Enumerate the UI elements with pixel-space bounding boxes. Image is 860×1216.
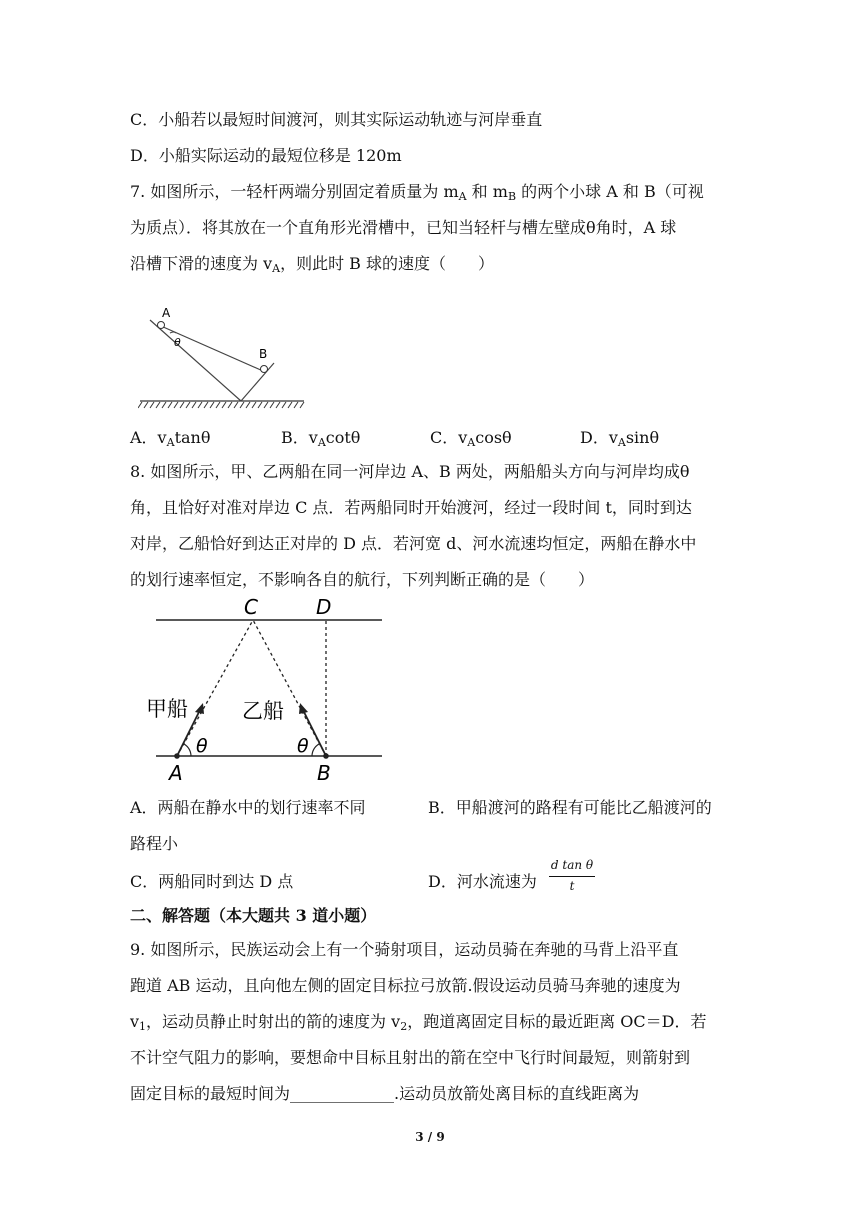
fig8-label-c: C bbox=[244, 596, 258, 619]
opt-text: tanθ bbox=[174, 428, 211, 447]
fig8-label-a: A bbox=[169, 761, 183, 785]
q8-option-d: D．河水流速为 bbox=[428, 872, 537, 891]
point-b bbox=[323, 753, 329, 759]
q9-line-1: 9. 如图所示，民族运动会上有一个骑射项目，运动员骑在奔驰的马背上沿平直 bbox=[130, 940, 679, 959]
fig7-label-a: A bbox=[162, 306, 171, 320]
opt-text: C．v bbox=[430, 428, 468, 447]
fraction-bar bbox=[549, 876, 595, 877]
groove-left-wall bbox=[150, 320, 241, 401]
fig8-label-d: D bbox=[316, 596, 332, 619]
theta-arc bbox=[170, 332, 176, 333]
q8-option-c: C．两船同时到达 D 点 bbox=[130, 872, 294, 891]
section-heading: 二、解答题（本大题共 3 道小题） bbox=[130, 906, 377, 925]
q6-option-c: C．小船若以最短时间渡河，则其实际运动轨迹与河岸垂直 bbox=[130, 110, 543, 129]
theta-arc-left bbox=[184, 744, 191, 756]
fig8-label-b: B bbox=[317, 761, 331, 785]
fig8-theta-right: θ bbox=[297, 735, 309, 757]
fraction-denominator: t bbox=[569, 879, 575, 893]
q7-text: 7. 如图所示，一轻杆两端分别固定着质量为 m bbox=[130, 182, 459, 201]
fig8-label-ship-jia: 甲船 bbox=[146, 697, 188, 721]
q7-text: 沿槽下滑的速度为 v bbox=[130, 254, 273, 273]
ball-a bbox=[158, 322, 165, 329]
q9-text: ，运动员静止时射出的箭的速度为 v bbox=[146, 1012, 401, 1031]
q9-line-5: 固定目标的最短时间为_____________.运动员放箭处离目标的直线距离为 bbox=[130, 1084, 640, 1103]
figure-q7 bbox=[138, 300, 308, 410]
q9-text: ，跑道离固定目标的最近距离 OC＝D．若 bbox=[407, 1012, 707, 1031]
opt-text: cosθ bbox=[475, 428, 512, 447]
theta-arc-right bbox=[312, 744, 319, 756]
point-a bbox=[174, 753, 180, 759]
sub-a: A bbox=[617, 436, 626, 449]
q7-line-2: 为质点）．将其放在一个直角形光滑槽中，已知当轻杆与槽左壁成θ角时，A 球 bbox=[130, 218, 677, 237]
path-a-to-c bbox=[177, 620, 253, 756]
q8-option-a: A．两船在静水中的划行速率不同 bbox=[130, 798, 366, 817]
fig8-label-ship-yi: 乙船 bbox=[242, 699, 284, 723]
figure-q8 bbox=[140, 596, 390, 786]
q8-line-3: 对岸，乙船恰好到达正对岸的 D 点．若河宽 d、河水流速均恒定，两船在静水中 bbox=[130, 534, 697, 553]
opt-text: D．v bbox=[580, 428, 618, 447]
sub-1: 1 bbox=[139, 1020, 147, 1033]
fig8-theta-left: θ bbox=[196, 735, 208, 757]
arrow-head-jia bbox=[195, 703, 204, 714]
q9-line-3 bbox=[130, 1012, 706, 1032]
q8-option-b-cont: 路程小 bbox=[130, 834, 179, 853]
q7-line-3 bbox=[130, 254, 494, 274]
sub-2: 2 bbox=[400, 1020, 408, 1033]
sub-a: A bbox=[458, 190, 467, 203]
fig7-label-theta: θ bbox=[174, 336, 181, 349]
q7-option-d bbox=[580, 428, 659, 448]
sub-a: A bbox=[272, 262, 281, 275]
q7-option-c bbox=[430, 428, 512, 448]
q8-line-2: 角，且恰好对准对岸边 C 点．若两船同时开始渡河，经过一段时间 t，同时到达 bbox=[130, 498, 692, 517]
ball-b bbox=[261, 366, 268, 373]
opt-text: sinθ bbox=[625, 428, 660, 447]
q7-option-b bbox=[281, 428, 360, 448]
q8-line-4: 的划行速率恒定，不影响各自的航行，下列判断正确的是（ ） bbox=[130, 570, 595, 589]
sub-a: A bbox=[317, 436, 326, 449]
arrow-head-yi bbox=[299, 703, 308, 714]
q7-option-a bbox=[130, 428, 210, 448]
q7-text: 的两个小球 A 和 B（可视 bbox=[521, 182, 704, 201]
sub-b: B bbox=[507, 190, 517, 203]
q9-line-2: 跑道 AB 运动，且向他左侧的固定目标拉弓放箭.假设运动员骑马奔驰的速度为 bbox=[130, 976, 681, 995]
q9-text: v bbox=[130, 1012, 140, 1031]
fig7-label-b: B bbox=[259, 347, 268, 361]
q8-option-b: B．甲船渡河的路程有可能比乙船渡河的 bbox=[428, 798, 712, 817]
sub-a: A bbox=[467, 436, 476, 449]
q7-text: ，则此时 B 球的速度（ ） bbox=[280, 254, 495, 273]
q8-line-1: 8. 如图所示，甲、乙两船在同一河岸边 A、B 两处，两船船头方向与河岸均成θ bbox=[130, 462, 690, 481]
fraction-numerator: d tan θ bbox=[550, 858, 594, 872]
q7-line-1 bbox=[130, 182, 704, 202]
page-number: 3 / 9 bbox=[415, 1130, 445, 1144]
opt-text: cotθ bbox=[325, 428, 361, 447]
q6-option-d: D．小船实际运动的最短位移是 120m bbox=[130, 146, 402, 165]
q7-text: 和 m bbox=[471, 182, 508, 201]
opt-text: A．v bbox=[130, 428, 167, 447]
opt-text: B．v bbox=[281, 428, 318, 447]
q9-line-4: 不计空气阻力的影响，要想命中目标且射出的箭在空中飞行时间最短，则箭射到 bbox=[130, 1048, 691, 1067]
sub-a: A bbox=[166, 436, 175, 449]
